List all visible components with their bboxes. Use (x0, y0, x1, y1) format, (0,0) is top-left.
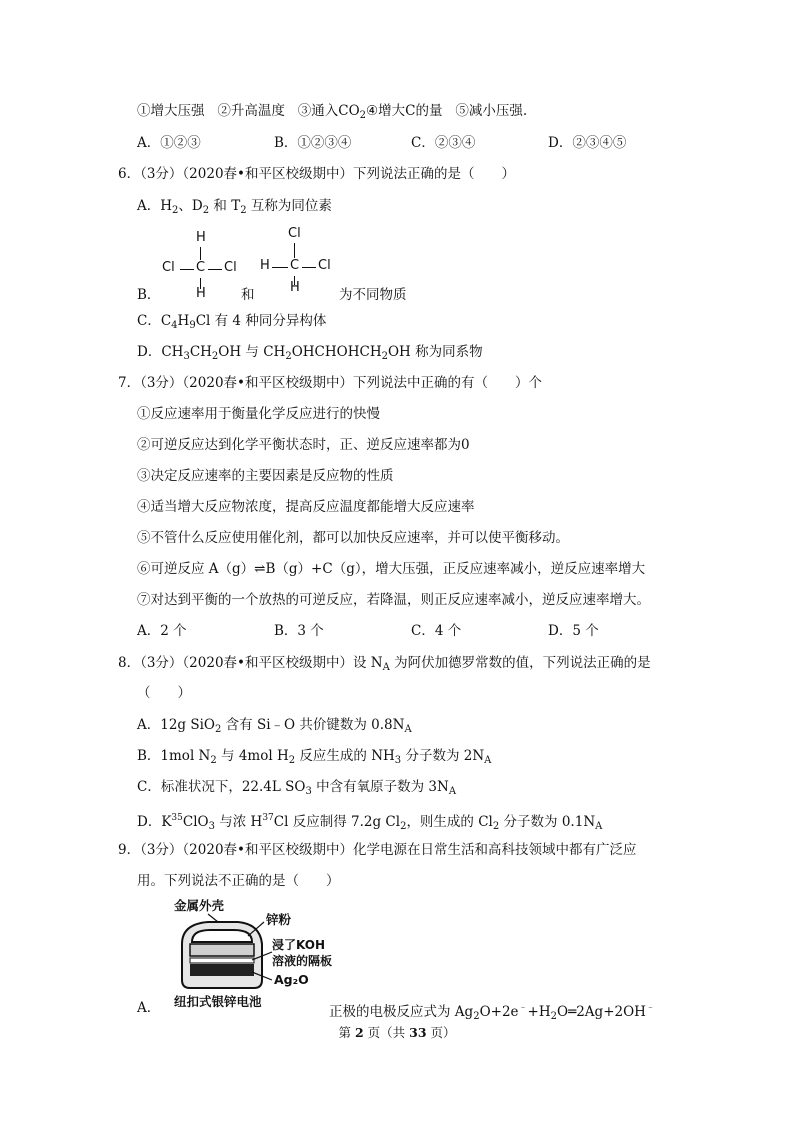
button-cell-figure (168, 900, 338, 1010)
q6-option-c[interactable]: C．$C_4H_9Cl$ 有 4 种同分异构体 (137, 313, 327, 331)
q7-item-7: ⑦对达到平衡的一个放热的可逆反应，若降温，则正反应速率减小，逆反应速率增大。 (137, 592, 650, 608)
q7-item-1: ①反应速率用于衡量化学反应进行的快慢 (137, 406, 380, 422)
q7-stem: 7．（3分）（2020春•和平区校级期中）下列说法中正确的有（ ）个 (118, 375, 542, 391)
q8-option-a[interactable]: A．12g SiO$_2$ 含有 Si﹣O 共价键数为 $0.8N_A$ (137, 717, 412, 735)
dichloromethane-structure-2: Cl H C Cl H (260, 226, 331, 295)
figure-caption: 纽扣式银锌电池 (174, 994, 262, 1009)
label-separator-2: 溶液的隔板 (272, 954, 333, 968)
q7-option-d[interactable]: D．5 个 (548, 623, 599, 639)
q6-option-b-and: 和 (241, 287, 255, 303)
q9-option-a-label[interactable]: A． (137, 1000, 161, 1016)
label-ag2o: Ag₂O (274, 972, 309, 987)
q6-option-b-text: 为不同物质 (339, 287, 407, 303)
q5-option-a[interactable]: A．①②③ (137, 135, 201, 151)
current-page: 2 (354, 1025, 364, 1040)
dichloromethane-structure-1: H Cl C Cl H (162, 230, 237, 301)
q7-item-5: ⑤不管什么反应使用催化剂，都可以加快反应速率，并可以使平衡移动。 (137, 530, 569, 546)
label-zinc-powder: 锌粉 (266, 912, 292, 927)
q8-stem-cont: （ ） (137, 685, 191, 701)
q7-item-3: ③决定反应速率的主要因素是反应物的性质 (137, 468, 394, 484)
q5-option-b[interactable]: B．①②③④ (274, 135, 352, 151)
q7-item-6: ⑥可逆反应 A（g）⇌B（g）+C（g），增大压强，正反应速率减小，逆反应速率增大 (137, 561, 646, 577)
total-pages: 33 (409, 1025, 427, 1040)
q6-option-d[interactable]: D．$CH_3CH_2OH$ 与 $CH_2OHCHOHCH_2OH$ 称为同系物 (137, 344, 483, 362)
q8-option-d[interactable]: D．$K^{35}ClO_3$ 与浓 $H^{37}Cl$ 反应制得 7.2g $Cl_2$，则生成的 $Cl_2$ 分子数为 $0.1N_A$ (137, 813, 603, 832)
q8-stem: 8．（3分）（2020春•和平区校级期中）设 $N_A$ 为阿伏加德罗常数的值，下列说法正确的是 (118, 655, 651, 673)
label-metal-shell: 金属外壳 (174, 898, 225, 913)
q5-conditions: ①增大压强 ②升高温度 ③通入$CO_2④$增大C的量 ⑤减小压强. (137, 103, 528, 121)
q9-stem: 9．（3分）（2020春•和平区校级期中）化学电源在日常生活和高科技领域中都有广泛应 (118, 842, 637, 858)
label-separator-1: 浸了KOH (272, 938, 326, 952)
q9-option-a-text: 正极的电极反应式为 $Ag_2O+2e^﹣+H_2O═2Ag+2OH^﹣$ (329, 1003, 655, 1022)
q9-stem-cont: 用。下列说法不正确的是（ ） (137, 873, 340, 889)
q5-option-c[interactable]: C．②③④ (411, 135, 476, 151)
q8-option-b[interactable]: B．1mol $N_2$ 与 4mol $H_2$ 反应生成的 $NH_3$ 分子数为 $2N_A$ (137, 748, 492, 766)
q6-stem: 6．（3分）（2020春•和平区校级期中）下列说法正确的是（ ） (118, 166, 515, 182)
q7-item-4: ④适当增大反应物浓度，提高反应温度都能增大反应速率 (137, 499, 475, 515)
q7-option-c[interactable]: C．4 个 (411, 623, 462, 639)
q6-option-b-label[interactable]: B． (137, 287, 161, 303)
q6-option-a[interactable]: A．$H_2$、$D_2$ 和 $T_2$ 互称为同位素 (137, 198, 332, 216)
q7-option-a[interactable]: A．2 个 (137, 623, 187, 639)
q5-option-d[interactable]: D．②③④⑤ (548, 135, 627, 151)
q7-option-b[interactable]: B．3 个 (274, 623, 324, 639)
page-footer: 第 2 页（共 33 页） (338, 1025, 456, 1040)
q7-item-2: ②可逆反应达到化学平衡状态时，正、逆反应速率都为0 (137, 437, 470, 453)
q8-option-c[interactable]: C．标准状况下，22.4L $SO_3$ 中含有氧原子数为 $3N_A$ (137, 779, 457, 797)
